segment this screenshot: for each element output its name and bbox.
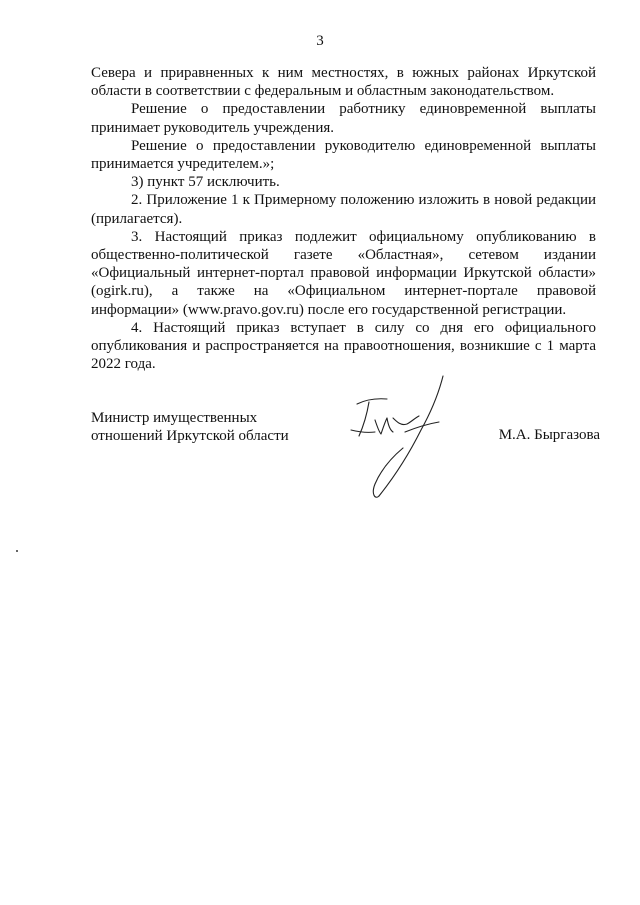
paragraph-continuation: Севера и приравненных к ним местностях, в южных районах Иркутской области в соответствии с федеральным и областным законодательством.: [91, 65, 596, 100]
handwritten-signature: [335, 372, 455, 502]
paragraph-item-57: 3) пункт 57 исключить.: [131, 174, 280, 191]
paragraph-decision-head: Решение о предоставлении руководителю единовременной выплаты принимается учредителем.»;: [91, 137, 596, 173]
paragraph-appendix: 2. Приложение 1 к Примерному положению изложить в новой редакции (прилагается).: [91, 192, 596, 227]
document-body: [91, 64, 596, 373]
signatory-name: М.А. Быргазова: [498, 427, 600, 443]
signatory-position-line-1: Министр имущественных: [91, 410, 258, 426]
paragraph-effective-date: 4. Настоящий приказ вступает в силу со дня его официального опубликования и распространяется на правоотношения, возникшие с 1 марта 2022 года.: [91, 319, 596, 373]
signatory-position: [91, 409, 289, 445]
scan-artifact: [16, 550, 18, 552]
paragraph-decision-employee: Решение о предоставлении работнику единовременной выплаты принимает руководитель учреждения.: [91, 101, 596, 136]
paragraph-publication: 3. Настоящий приказ подлежит официальному опубликованию в общественно-политической газете «Областная», сетевом издании «Официальный интернет-портал правовой информации Иркутской области» (ogirk.ru), а также на «Официальном интернет-портале правовой информации» (www.pravo.gov.ru) после его государственной регистрации.: [91, 228, 596, 318]
signatory-position-line-2: отношений Иркутской области: [91, 428, 289, 444]
page-number: 3: [316, 33, 324, 49]
